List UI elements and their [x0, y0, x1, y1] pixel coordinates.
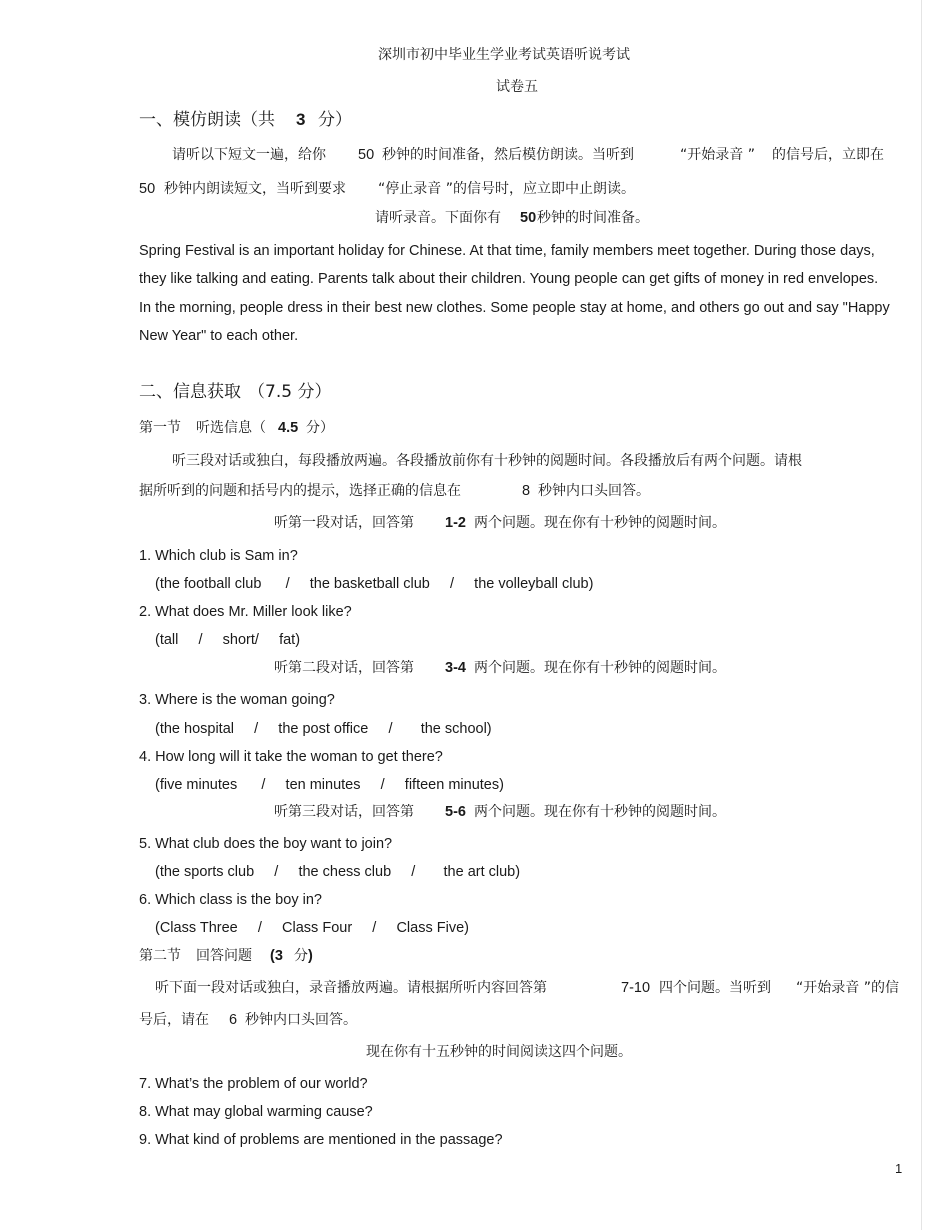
- question-options: (tall / short/ fat): [155, 632, 301, 648]
- instr-text: 秒钟内口头回答。: [245, 1012, 357, 1028]
- section2-prompt: 现在你有十五秒钟的时间阅读这四个问题。: [366, 1044, 632, 1060]
- instr-quote: “停止录音 ”的信号时，应立即中止朗读。: [378, 181, 635, 197]
- passage-line: they like talking and eating. Parents talk about their children. Young people can get gifts of money in red envelopes.: [139, 271, 879, 287]
- prompt-text: 秒钟的时间准备。: [537, 210, 649, 226]
- paper-subtitle: 试卷五: [496, 79, 538, 95]
- question-options: (the football club / the basketball club / the volleyball club): [155, 576, 594, 592]
- instr-quote: “开始录音 ”的信: [796, 980, 899, 996]
- part2-heading-score: （7.5 分）: [248, 382, 332, 402]
- instr-text: 据所听到的问题和括号内的提示，选择正确的信息在: [139, 483, 461, 499]
- page-number: 1: [895, 1161, 903, 1176]
- section-unit: 分: [294, 948, 308, 964]
- section-label: 第一节: [139, 420, 181, 436]
- question-item: 1. Which club is Sam in?: [139, 548, 298, 564]
- instr-text: 秒钟内口头回答。: [538, 483, 650, 499]
- question-item: 2. What does Mr. Miller look like?: [139, 604, 352, 620]
- part1-heading-text: 一、模仿朗读（共: [139, 110, 275, 130]
- exam-title: 深圳市初中毕业生学业考试英语听说考试: [378, 47, 630, 63]
- question-item: 9. What kind of problems are mentioned in the passage?: [139, 1132, 503, 1148]
- part1-heading-score: 3: [296, 110, 306, 129]
- section-label: 第二节: [139, 948, 181, 964]
- page-edge: [921, 0, 922, 1230]
- section-unit: 分）: [306, 420, 334, 436]
- question-item: 8. What may global warming cause?: [139, 1104, 373, 1120]
- cue-range: 3-4: [445, 660, 466, 676]
- question-options: (five minutes / ten minutes / fifteen minutes): [155, 777, 504, 793]
- cue-text: 两个问题。现在你有十秒钟的阅题时间。: [474, 804, 726, 820]
- instr-text: 的信号后，立即在: [772, 147, 884, 163]
- passage-line: New Year" to each other.: [139, 328, 299, 344]
- instr-number: 6: [229, 1012, 238, 1028]
- cue-text: 两个问题。现在你有十秒钟的阅题时间。: [474, 515, 726, 531]
- section1-instruction-line1: 听三段对话或独白，每段播放两遍。各段播放前你有十秒钟的阅题时间。各段播放后有两个问题。请根: [172, 453, 802, 469]
- question-item: 5. What club does the boy want to join?: [139, 836, 393, 852]
- part1-heading-unit: 分）: [318, 110, 352, 130]
- part2-heading-text: 二、信息获取: [139, 382, 241, 402]
- instr-quote: “开始录音 ”: [680, 147, 755, 163]
- cue-text: 两个问题。现在你有十秒钟的阅题时间。: [474, 660, 726, 676]
- instr-number: 8: [522, 483, 531, 499]
- passage-line: Spring Festival is an important holiday for Chinese. At that time, family members meet together. During those days,: [139, 243, 875, 259]
- instr-number: 7-10: [621, 980, 651, 996]
- instr-text: 听下面一段对话或独白，录音播放两遍。请根据所听内容回答第: [155, 980, 547, 996]
- instr-text: 秒钟内朗读短文，当听到要求: [164, 181, 346, 197]
- cue-range: 1-2: [445, 515, 466, 531]
- section-name: 听选信息（: [196, 420, 266, 436]
- question-item: 7. What’s the problem of our world?: [139, 1076, 368, 1092]
- question-item: 4. How long will it take the woman to get there?: [139, 749, 443, 765]
- prompt-number: 50: [520, 210, 537, 226]
- instr-text: 请听以下短文一遍，给你: [172, 147, 326, 163]
- question-options: (the hospital / the post office / the school): [155, 721, 492, 737]
- cue-text: 听第一段对话，回答第: [274, 515, 414, 531]
- prompt-text: 请听录音。下面你有: [375, 210, 501, 226]
- instr-number: 50: [358, 147, 375, 163]
- cue-text: 听第三段对话，回答第: [274, 804, 414, 820]
- instr-text: 四个问题。当听到: [659, 980, 771, 996]
- question-item: 3. Where is the woman going?: [139, 692, 335, 708]
- passage-line: In the morning, people dress in their best new clothes. Some people stay at home, and others go out and say "Happy: [139, 300, 890, 316]
- question-item: 6. Which class is the boy in?: [139, 892, 322, 908]
- question-options: (the sports club / the chess club / the art club): [155, 864, 521, 880]
- instr-text: 秒钟的时间准备，然后模仿朗读。当听到: [382, 147, 634, 163]
- cue-range: 5-6: [445, 804, 466, 820]
- instr-text: 号后，请在: [139, 1012, 209, 1028]
- cue-text: 听第二段对话，回答第: [274, 660, 414, 676]
- question-options: (Class Three / Class Four / Class Five): [155, 920, 469, 936]
- section-paren: ): [308, 948, 313, 964]
- section-score: 4.5: [278, 420, 299, 436]
- section-score: (3: [270, 948, 283, 964]
- section-name: 回答问题: [196, 948, 252, 964]
- instr-number: 50: [139, 181, 156, 197]
